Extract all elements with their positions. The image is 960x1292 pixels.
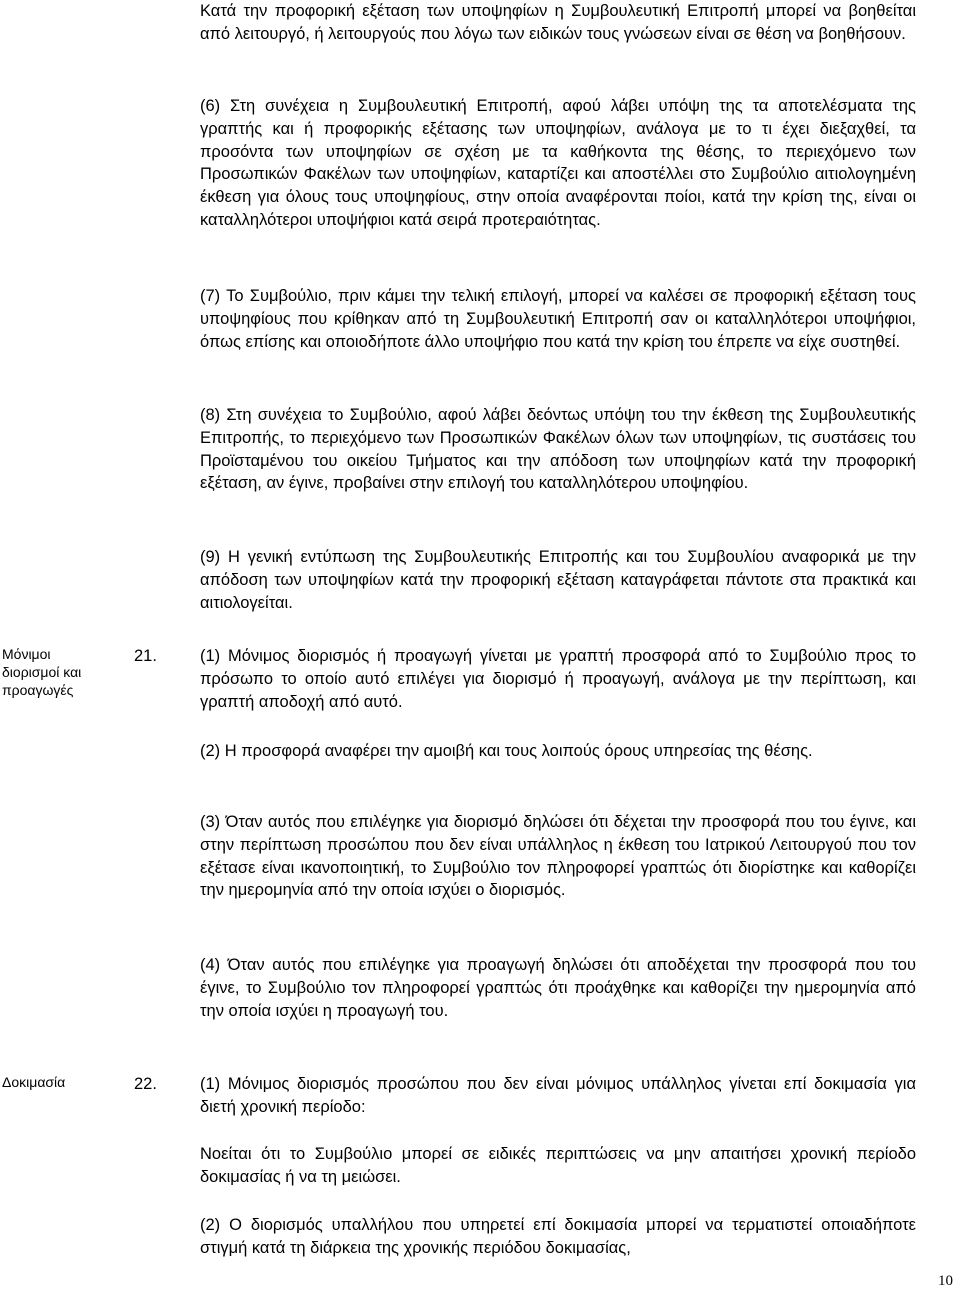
section-22-subsection-1: (1) Μόνιμος διορισμός προσώπου που δεν είναι μόνιμος υπάλληλος γίνεται επί δοκιμασία για διετή χρονική περίοδο:: [200, 1075, 916, 1116]
paragraph-intro-continued: Κατά την προφορική εξέταση των υποψηφίων η Συμβουλευτική Επιτροπή μπορεί να βοηθείται από λειτουργό, ή λειτουργούς που λόγω των ειδικών τους γνώσεων είναι σε θέση να βοηθήσουν.: [200, 2, 916, 43]
section-21-subsection-1: (1) Μόνιμος διορισμός ή προαγωγή γίνεται με γραπτή προσφορά από το Συμβούλιο προς το πρόσωπο το οποίο αυτό επιλέγει για διορισμό ή προαγωγή, ανάλογα με την περίπτωση, και γραπτή αποδοχή από αυτό.: [200, 647, 916, 711]
paragraph-7: (7) Το Συμβούλιο, πριν κάμει την τελική επιλογή, μπορεί να καλέσει σε προφορική εξέταση τους υποψηφίους που κρίθηκαν από τη Συμβουλευτική Επιτροπή σαν οι καταλληλότεροι υποψήφιοι, όπως επίσης και οποιοδήποτε άλλο υποψήφιο που κατά την κρίση του έπρεπε να είχε συστηθεί.: [200, 287, 916, 351]
section-22-subsection-2: (2) Ο διορισμός υπαλλήλου που υπηρετεί επί δοκιμασία μπορεί να τερματιστεί οποιαδήποτε στιγμή κατά τη διάρκεια της χρονικής περιόδου δοκιμασίας,: [200, 1216, 916, 1257]
section-22-proviso: Νοείται ότι το Συμβούλιο μπορεί σε ειδικές περιπτώσεις να μην απαιτήσει χρονική περίοδο δοκιμασίας ή να τη μειώσει.: [200, 1145, 916, 1186]
section-22-margin-note: Δοκιμασία: [2, 1074, 66, 1090]
section-21-number: 21.: [134, 647, 157, 665]
page-number: 10: [938, 1273, 953, 1289]
paragraph-8: (8) Στη συνέχεια το Συμβούλιο, αφού λάβει δεόντως υπόψη του την έκθεση της Συμβουλευτικής Επιτροπής, το περιεχόμενο των Προσωπικών Φακέλων όλων των υποψηφίων, τις συστάσεις του Προϊσταμένου του οικείου Τμήματος και την απόδοση των υποψηφίων κατά την προφορική εξέταση, αν έγινε, προβαίνει στην επιλογή του καταλληλότερου υποψηφίου.: [200, 406, 916, 493]
section-21-margin-note: Μόνιμοι διορισμοί και προαγωγές: [2, 646, 82, 698]
section-21-subsection-4: (4) Όταν αυτός που επιλέγηκε για προαγωγή δηλώσει ότι αποδέχεται την προσφορά που του έγινε, το Συμβούλιο τον πληροφορεί γραπτώς ότι προάχθηκε και καθορίζει την ημερομηνία από την οποία ισχύει η προαγωγή του.: [200, 956, 916, 1020]
section-21-subsection-3: (3) Όταν αυτός που επιλέγηκε για διορισμό δηλώσει ότι δέχεται την προσφορά που του έγινε, και στην περίπτωση προσώπου που δεν είναι υπάλληλος η έκθεση του Ιατρικού Λειτουργού που τον εξέτασε είναι ικανοποιητική, το Συμβούλιο τον πληροφορεί γραπτώς ότι διορίστηκε και καθορίζει την ημερομηνία από την οποία ισχύει ο διορισμός.: [200, 813, 916, 900]
paragraph-6: (6) Στη συνέχεια η Συμβουλευτική Επιτροπή, αφού λάβει υπόψη της τα αποτελέσματα της γραπτής και ή προφορικής εξέτασης των υποψηφίων, ανάλογα με το τι έχει διεξαχθεί, τα προσόντα των υποψηφίων σε σχέση με τα καθήκοντα της θέσης, το περιεχόμενο των Προσωπικών Φακέλων των υποψηφίων, καταρτίζει και αποστέλλει στο Συμβούλιο αιτιολογημένη έκθεση για όλους τους υποψηφίους, στην οποία αναφέρονται ποίοι, κατά την κρίση της, είναι οι καταλληλότεροι υποψήφιοι κατά σειρά προτεραιότητας.: [200, 97, 916, 229]
section-22-number: 22.: [134, 1075, 157, 1093]
section-21-subsection-2: (2) Η προσφορά αναφέρει την αμοιβή και τους λοιπούς όρους υπηρεσίας της θέσης.: [200, 742, 813, 760]
paragraph-9: (9) Η γενική εντύπωση της Συμβουλευτικής Επιτροπής και του Συμβουλίου αναφορικά με την απόδοση των υποψηφίων κατά την προφορική εξέταση καταγράφεται πάντοτε στα πρακτικά και αιτιολογείται.: [200, 548, 916, 612]
